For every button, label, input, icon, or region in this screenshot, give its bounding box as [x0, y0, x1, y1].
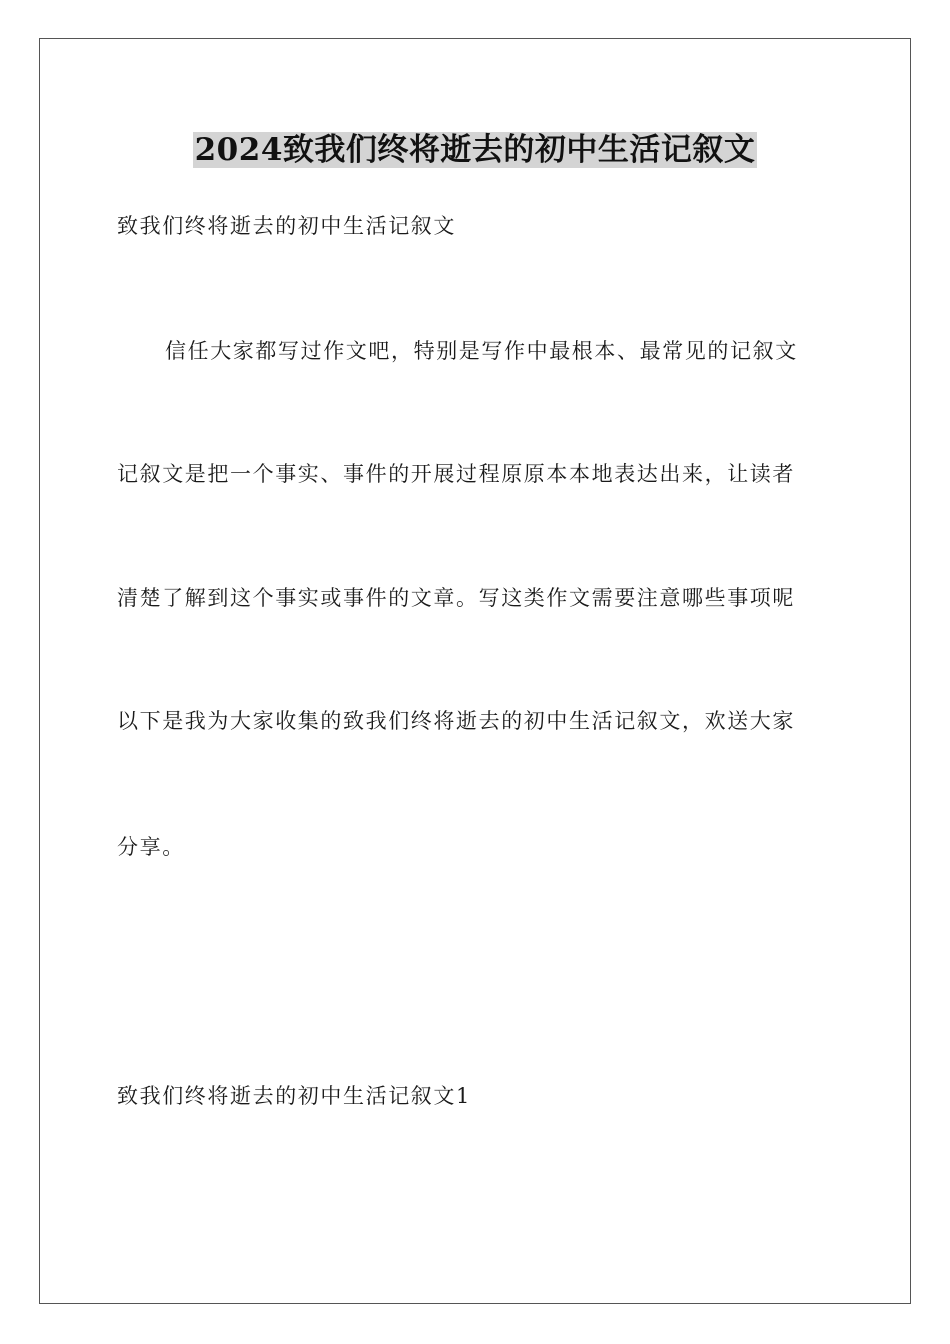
paragraph-line: 信任大家都写过作文吧，特别是写作中最根本、最常见的记叙文: [165, 339, 798, 363]
paragraph-line: 以下是我为大家收集的致我们终将逝去的初中生活记叙文，欢送大家: [117, 709, 795, 733]
document-title-text: 2024致我们终将逝去的初中生活记叙文: [194, 132, 756, 168]
document-subtitle: 致我们终将逝去的初中生活记叙文: [117, 214, 456, 238]
paragraph-line: 记叙文是把一个事实、事件的开展过程原原本本地表达出来，让读者: [117, 462, 795, 486]
paragraph-line: 清楚了解到这个事实或事件的文章。写这类作文需要注意哪些事项呢: [117, 586, 795, 610]
paragraph-line: 分享。: [117, 835, 185, 859]
section-heading: 致我们终将逝去的初中生活记叙文1: [117, 1084, 471, 1108]
document-title: [0, 126, 950, 173]
